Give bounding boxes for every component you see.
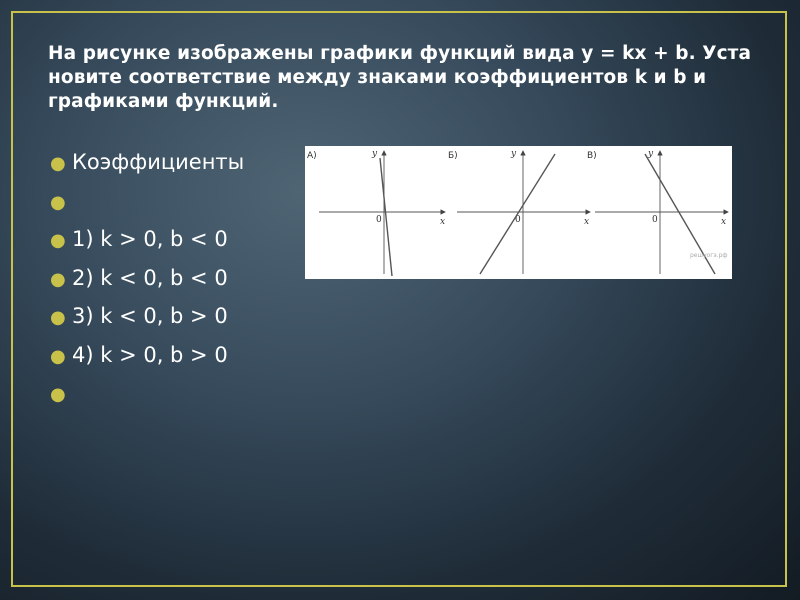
graphs-svg — [305, 146, 732, 279]
bullet-text: 2) k < 0, b < 0 — [72, 265, 228, 290]
graph-v-origin: 0 — [652, 215, 658, 225]
bullet-item — [50, 259, 300, 298]
bullet-item — [50, 336, 300, 375]
graphs-image — [305, 146, 732, 279]
graph-a-y-label: y — [372, 149, 378, 159]
bullet-text: 3) k < 0, b > 0 — [72, 304, 228, 328]
graph-a-label: А) — [307, 151, 317, 161]
graph-v-label: В) — [587, 151, 597, 161]
bullet-list — [50, 143, 300, 413]
bullet-text: 4) k > 0, b > 0 — [72, 342, 228, 367]
bullet-dot-icon: ● — [50, 268, 66, 290]
bullet-item — [50, 374, 300, 413]
bullet-dot-icon: ● — [50, 307, 66, 328]
bullet-text: Коэффициенты — [72, 150, 245, 174]
bullet-item — [50, 182, 300, 221]
bullet-text: 1) k > 0, b < 0 — [72, 227, 228, 251]
bullet-item — [50, 297, 300, 336]
graph-b-label: Б) — [448, 151, 458, 161]
bullet-dot-icon: ● — [50, 153, 66, 174]
graph-b — [448, 149, 590, 274]
bullet-dot-icon: ● — [50, 230, 66, 251]
graph-a-line — [380, 158, 392, 276]
bullet-dot-icon: ● — [50, 191, 66, 213]
graph-b-origin: 0 — [515, 215, 521, 225]
graph-a-origin: 0 — [376, 215, 382, 225]
bullet-dot-icon: ● — [50, 345, 66, 367]
graph-v-y-label: y — [648, 149, 654, 159]
slide-title: На рисунке изображены графики функций вида y = kx + b. Уста новите соответствие между знаками коэффициентов k и b и графиками функций. — [48, 43, 752, 112]
bullet-dot-icon: ● — [50, 384, 66, 405]
graph-a-x-label: x — [440, 217, 446, 227]
graph-b-y-label: y — [511, 149, 517, 159]
graph-v-x-label: x — [721, 217, 727, 227]
bullet-item — [50, 220, 300, 259]
graph-b-x-label: x — [584, 217, 590, 227]
graph-a — [307, 149, 445, 276]
watermark: решуогэ.рф — [690, 252, 728, 259]
bullet-item — [50, 143, 300, 182]
graph-b-line — [480, 154, 555, 274]
